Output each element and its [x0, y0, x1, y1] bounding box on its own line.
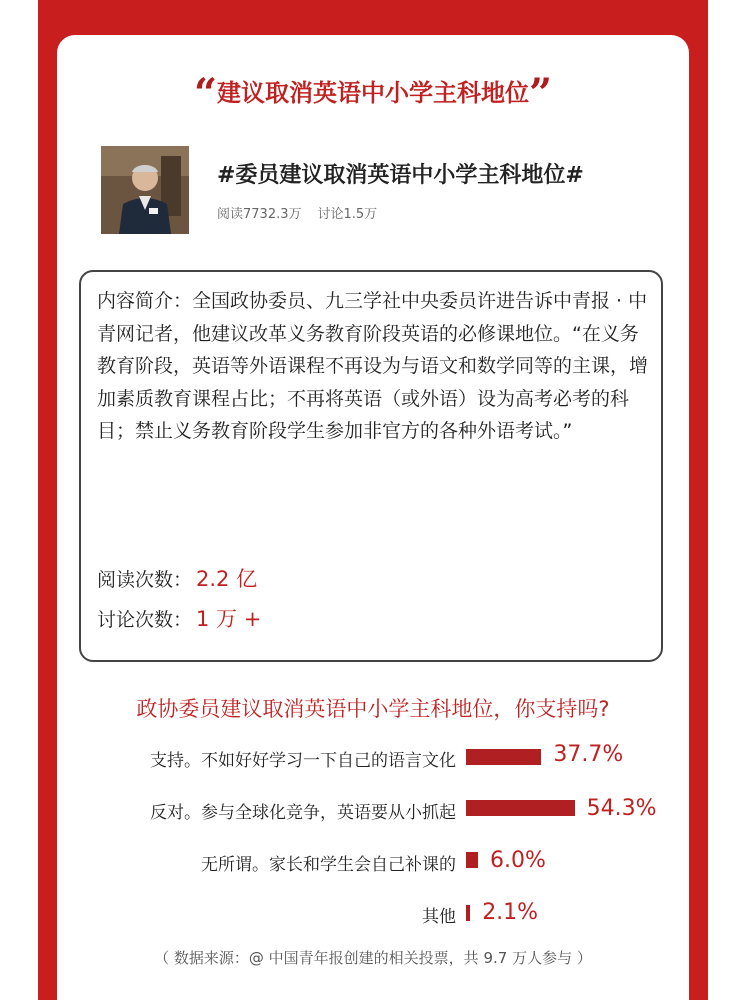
poll-question: 政协委员建议取消英语中小学主科地位，你支持吗? — [136, 697, 610, 721]
poll-percent: 2.1% — [482, 900, 539, 925]
read-count-value: 2.2 亿 — [196, 567, 258, 591]
read-count-label: 阅读次数： — [97, 569, 193, 591]
poll-percent: 6.0% — [490, 848, 546, 873]
discuss-count — [97, 603, 261, 633]
page-title — [0, 70, 746, 117]
poll-percent: 37.7% — [553, 742, 624, 767]
discuss-count-label: 讨论次数： — [97, 609, 193, 631]
poll-bar — [466, 905, 470, 921]
read-count — [97, 563, 257, 593]
topic-stats — [217, 203, 393, 222]
poll-percent: 54.3% — [586, 796, 657, 821]
poll-bar — [466, 852, 478, 868]
poll-bar — [466, 749, 541, 765]
poll-bar — [466, 800, 575, 816]
source-note: （ 数据来源：@ 中国青年报创建的相关投票，共 9.7 万人参与 ） — [154, 949, 592, 967]
headline-text: 建议取消英语中小学主科地位 — [217, 79, 529, 107]
person-photo-icon — [101, 146, 189, 234]
summary-text: 内容简介：全国政协委员、九三学社中央委员许进告诉中青报 · 中青网记者，他建议改革义务教育阶段英语的必修课地位。“在义务教育阶段，英语等外语课程不再设为与语文和数学同等的主课，增加素质教育课程占比；不再将英语（或外语）设为高考必考的科目；禁止义务教育阶段学生参加非官方的各种外语考试。” — [97, 290, 649, 442]
topic-title[interactable]: #委员建议取消英语中小学主科地位# — [217, 163, 584, 188]
topic-discussions: 讨论1.5万 — [317, 207, 378, 222]
poll-option-label: 支持。不如好好学习一下自己的语言文化 — [150, 751, 456, 771]
open-quote-icon: “ — [193, 70, 217, 117]
poll-option-label: 反对。参与全球化竞争，英语要从小抓起 — [150, 803, 456, 823]
close-quote-icon: ” — [529, 70, 553, 117]
poll-option-label: 其他 — [422, 907, 456, 927]
avatar[interactable] — [101, 146, 189, 234]
poll-option-label: 无所谓。家长和学生会自己补课的 — [201, 855, 456, 875]
topic-reads: 阅读7732.3万 — [217, 207, 302, 222]
discuss-count-value: 1 万 + — [196, 607, 262, 631]
